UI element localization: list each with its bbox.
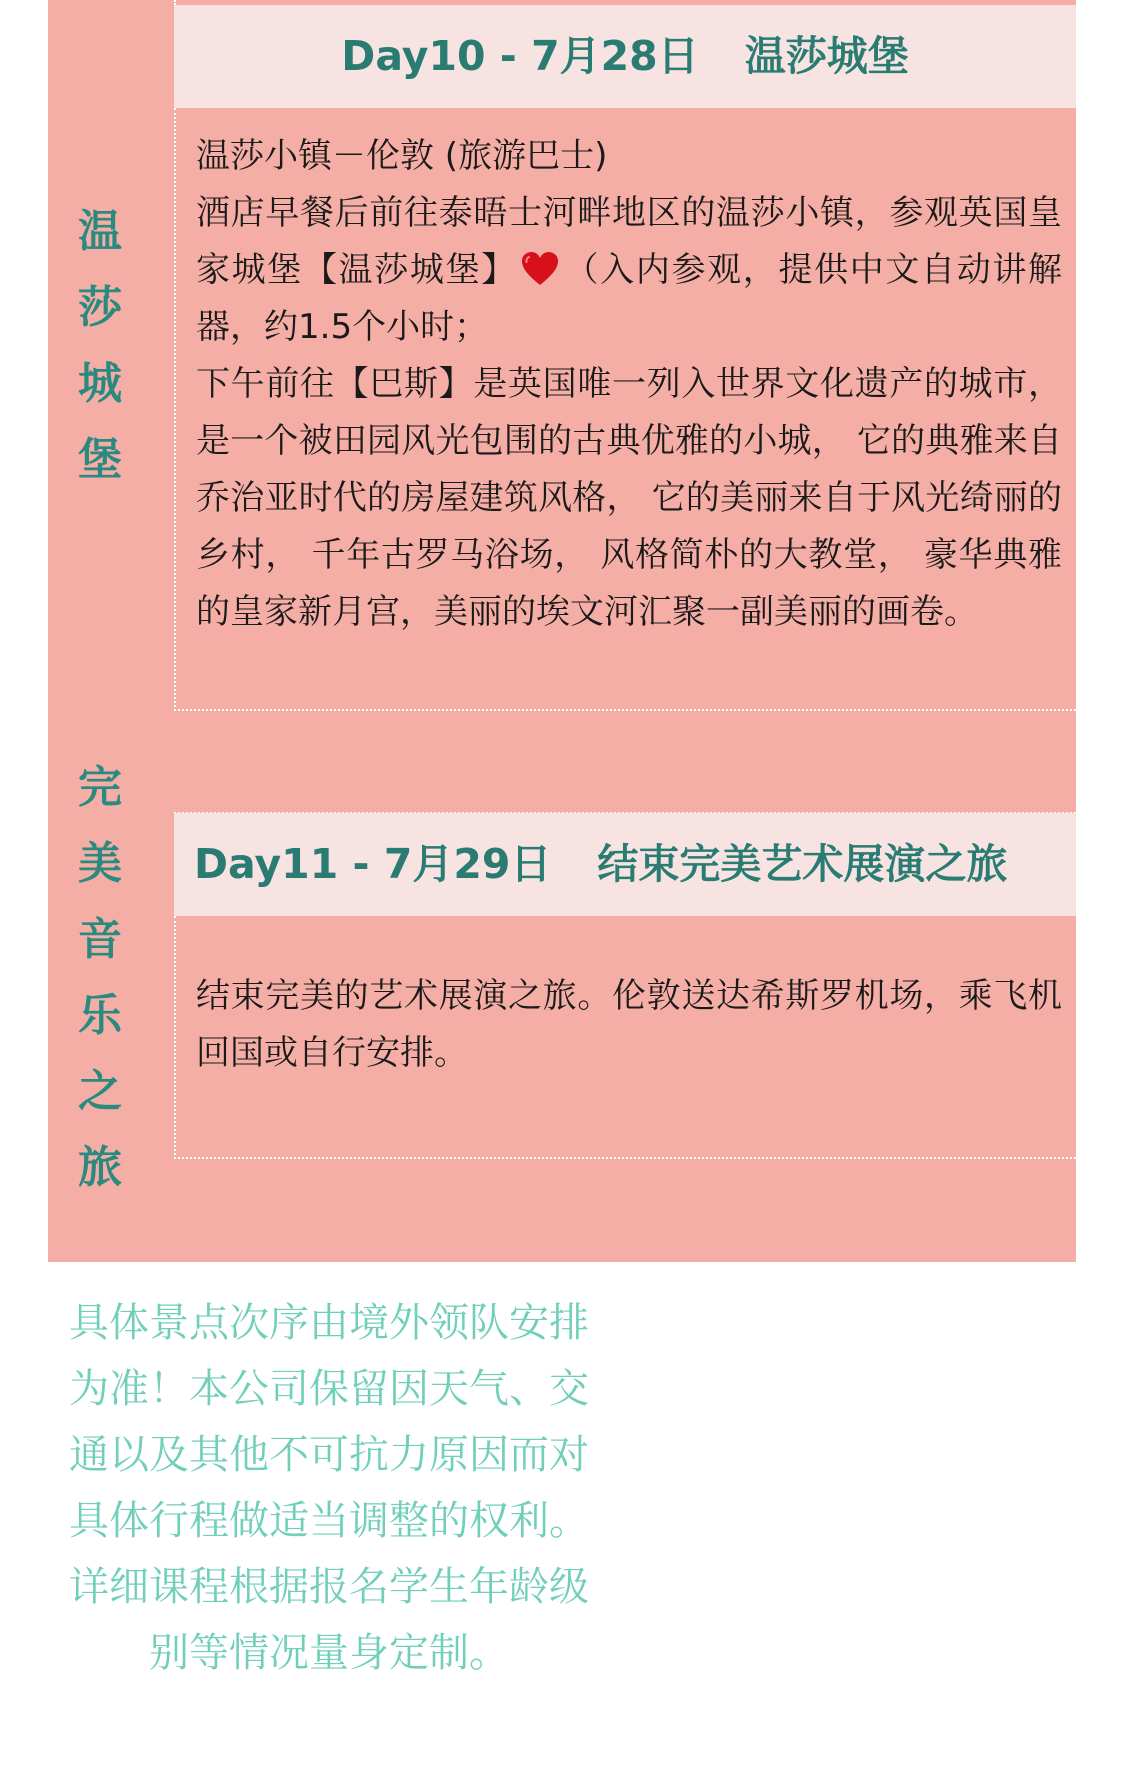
side-title-char: 莎: [78, 282, 122, 333]
day-title: 结束完美艺术展演之旅: [597, 840, 1008, 888]
day-body-day11: [174, 916, 1076, 1159]
side-title-music-trip: [48, 750, 152, 1206]
side-title-char: 堡: [78, 434, 122, 485]
side-title-char: 温: [78, 206, 122, 257]
day-description: 结束完美的艺术展演之旅。伦敦送达希斯罗机场，乘飞机回国或自行安排。: [196, 976, 1062, 1073]
side-title-char: 城: [78, 358, 122, 409]
morning-text-continued: （入内参观，提供中文自动讲解器，约1.5个小时；: [196, 250, 1063, 347]
heart-icon: [521, 251, 559, 287]
route-line: 温莎小镇－伦敦 (旅游巴士): [196, 136, 608, 176]
morning-paragraph: [196, 185, 1062, 356]
day-label: Day11: [194, 840, 339, 888]
day-body-day10: [174, 108, 1076, 711]
side-title-windsor: [48, 194, 152, 498]
side-title-char: 完: [78, 762, 122, 813]
side-title-char: 旅: [78, 1142, 122, 1193]
side-title-char: 美: [78, 838, 122, 889]
day-dash: -: [499, 32, 517, 80]
day-header-day11: [174, 813, 1076, 916]
day-dash: -: [352, 840, 370, 888]
day-date: 7月29日: [383, 840, 552, 888]
morning-text: 酒店早餐后前往泰晤士河畔地区的温莎小镇，参观英国皇家城堡【温莎城堡】: [196, 193, 1062, 290]
footer-disclaimer: 具体景点次序由境外领队安排为准！本公司保留因天气、交通以及其他不可抗力原因而对具体行程做适当调整的权利。详细课程根据报名学生年龄级别等情况量身定制。: [69, 1300, 589, 1676]
day-header-day10: [174, 5, 1076, 108]
day-title: 温莎城堡: [744, 32, 909, 80]
side-title-char: 音: [78, 914, 122, 965]
day-description: [196, 128, 1062, 641]
side-title-char: 乐: [78, 990, 122, 1041]
day-label: Day10: [341, 32, 486, 80]
afternoon-paragraph: 下午前往【巴斯】是英国唯一列入世界文化遗产的城市， 是一个被田园风光包围的古典优雅的小城， 它的典雅来自乔治亚时代的房屋建筑风格， 它的美丽来自于风光绮丽的乡村， 千年古罗马浴场， 风格简朴的大教堂， 豪华典雅的皇家新月宫，美丽的埃文河汇聚一副美丽的画卷。: [196, 364, 1062, 632]
side-title-char: 之: [78, 1066, 122, 1117]
day-date: 7月28日: [531, 32, 699, 80]
